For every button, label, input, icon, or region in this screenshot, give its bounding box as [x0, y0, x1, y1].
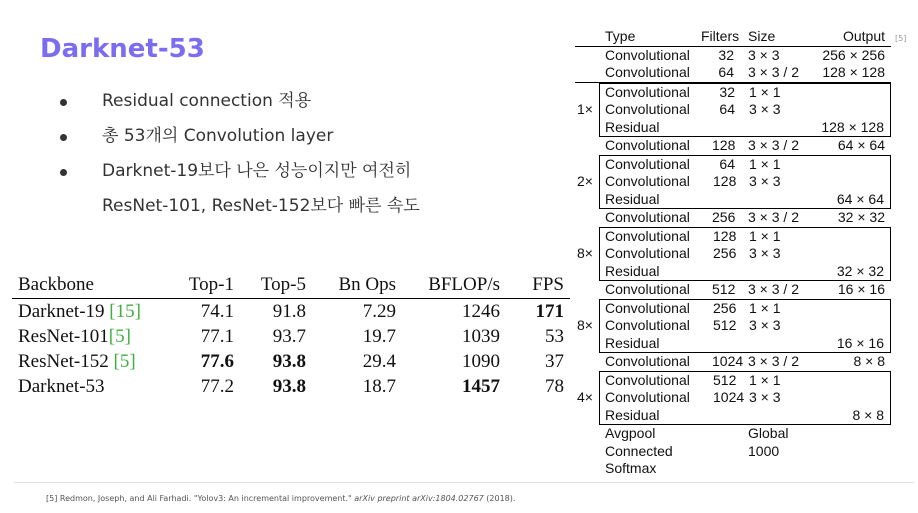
layer-type: Convolutional	[605, 299, 690, 316]
column-header: Top-1	[188, 274, 234, 295]
layer-output: 16 × 16	[836, 334, 884, 351]
layer-size: Global	[748, 425, 789, 441]
backbone-label: ResNet-101	[18, 325, 109, 347]
bnops-cell: 29.4	[362, 350, 396, 372]
top5-cell: 93.7	[272, 325, 306, 347]
architecture-row	[575, 64, 891, 83]
layer-type: Residual	[605, 334, 660, 351]
backbone-comparison-table	[12, 272, 570, 399]
residual-block	[577, 83, 891, 138]
architecture-row	[600, 156, 890, 174]
fps-cell: 53	[545, 325, 564, 347]
citation-marker: [5]	[895, 34, 907, 43]
architecture-header-row	[575, 28, 891, 47]
layer-size: 3 × 3 / 2	[748, 353, 799, 369]
architecture-row	[575, 281, 891, 299]
darknet53-architecture-table	[575, 28, 891, 478]
layer-type: Softmax	[605, 460, 657, 476]
layer-type: Convolutional	[605, 281, 690, 297]
bullet-dot-icon	[60, 134, 67, 141]
reference-link[interactable]: [5]	[108, 325, 131, 347]
architecture-body	[575, 47, 891, 478]
column-header: Bn Ops	[338, 274, 396, 295]
layer-type: Convolutional	[605, 173, 690, 189]
slide-title: Darknet-53	[40, 34, 205, 64]
architecture-row	[600, 228, 890, 246]
table-header-row	[12, 272, 570, 299]
layer-size: 3 × 3	[749, 317, 781, 333]
architecture-row	[575, 47, 891, 65]
reference-link[interactable]: [15]	[109, 300, 141, 322]
footer-divider	[14, 482, 914, 483]
layer-size: 3 × 3	[749, 101, 781, 117]
repeat-count: 1×	[577, 101, 593, 117]
repeat-count: 2×	[577, 173, 593, 189]
residual-block	[577, 227, 891, 282]
table-row	[12, 299, 570, 325]
top1-cell: 74.1	[200, 300, 234, 322]
layer-output: 8 × 8	[853, 353, 885, 369]
fps-cell: 37	[545, 350, 564, 372]
layer-type: Convolutional	[605, 389, 690, 405]
bullet-text: 총 53개의 Convolution layer	[102, 126, 334, 146]
repeat-count: 8×	[577, 245, 593, 261]
layer-type: Convolutional	[605, 209, 690, 225]
layer-filters: 512	[713, 371, 737, 388]
bullet-dot-icon	[60, 99, 67, 106]
footnote-year: (2018).	[483, 494, 516, 503]
layer-type: Residual	[605, 190, 660, 207]
layer-filters: 1024	[712, 353, 744, 369]
layer-output: 32 × 32	[837, 209, 885, 225]
fps-cell: 171	[535, 300, 564, 322]
layer-size: 3 × 3 / 2	[748, 209, 799, 225]
backbone-name	[12, 374, 172, 399]
layer-type: Residual	[605, 118, 660, 135]
layer-size: 1 × 1	[749, 371, 781, 388]
layer-filters: 128	[713, 227, 737, 244]
bullet-text: Residual connection 적용	[102, 91, 312, 111]
layer-type: Convolutional	[605, 46, 690, 63]
layer-type: Connected	[605, 442, 673, 459]
layer-type: Convolutional	[605, 227, 690, 244]
top1-cell: 77.6	[200, 350, 234, 372]
layer-output: 64 × 64	[837, 137, 885, 153]
layer-type: Convolutional	[605, 317, 690, 333]
column-header: BFLOP/s	[428, 274, 500, 295]
backbone-label: ResNet-152	[18, 350, 114, 372]
backbone-label: Darknet-19	[18, 300, 110, 322]
architecture-row	[577, 317, 890, 335]
bflops-cell: 1457	[462, 375, 500, 397]
layer-size: 3 × 3 / 2	[748, 281, 799, 297]
layer-type: Residual	[605, 406, 660, 423]
layer-size: 1 × 1	[749, 299, 781, 316]
residual-block	[577, 371, 891, 426]
layer-filters: 128	[713, 173, 737, 189]
top1-cell: 77.1	[200, 325, 234, 347]
table-row	[12, 374, 570, 399]
layer-size: 1000	[748, 442, 780, 459]
column-header: Top-5	[260, 274, 306, 295]
bnops-cell: 7.29	[362, 300, 396, 322]
architecture-row	[600, 300, 890, 318]
layer-type: Residual	[605, 262, 660, 279]
architecture-row	[600, 84, 890, 102]
architecture-row	[600, 335, 890, 353]
layer-size: 3 × 3	[748, 46, 780, 63]
backbone-label: Darknet-53	[18, 375, 105, 397]
layer-type: Convolutional	[605, 155, 690, 172]
top1-cell: 77.2	[200, 375, 234, 397]
architecture-row	[577, 245, 890, 263]
column-header: Filters	[701, 28, 740, 44]
layer-output: 128 × 128	[822, 64, 885, 80]
bnops-cell: 18.7	[362, 375, 396, 397]
architecture-row	[600, 119, 890, 137]
bullet-list	[60, 84, 420, 224]
layer-filters: 64	[719, 155, 735, 172]
top5-cell: 91.8	[272, 300, 306, 322]
repeat-count: 8×	[577, 317, 593, 333]
layer-filters: 128	[712, 137, 736, 153]
footnote	[46, 494, 515, 503]
bnops-cell: 19.7	[362, 325, 396, 347]
footnote-journal: arXiv preprint arXiv:1804.02767	[354, 494, 484, 503]
architecture-row	[600, 407, 890, 425]
architecture-row	[575, 353, 891, 371]
architecture-row	[575, 137, 891, 155]
layer-filters: 256	[712, 209, 736, 225]
table-row	[12, 349, 570, 374]
reference-link[interactable]: [5]	[113, 350, 136, 372]
layer-type: Convolutional	[605, 371, 690, 388]
layer-output: 8 × 8	[852, 406, 884, 423]
architecture-row	[575, 209, 891, 227]
layer-size: 3 × 3	[749, 173, 781, 189]
repeat-count: 4×	[577, 389, 593, 405]
footnote-text: [5] Redmon, Joseph, and Ali Farhadi. "Yolov3: An incremental improvement."	[46, 494, 355, 503]
bullet-text: Darknet-19보다 나은 성능이지만 여전히	[102, 161, 412, 181]
backbone-name	[12, 299, 172, 325]
bullet-continuation	[60, 189, 420, 224]
layer-filters: 512	[713, 317, 737, 333]
architecture-row	[575, 443, 891, 461]
layer-filters: 256	[713, 299, 737, 316]
layer-type: Convolutional	[605, 245, 690, 261]
layer-type: Convolutional	[605, 137, 690, 153]
layer-size: 3 × 3 / 2	[748, 64, 799, 80]
architecture-row	[600, 263, 890, 281]
bullet-item	[60, 84, 420, 119]
layer-type: Convolutional	[605, 353, 690, 369]
table-row	[12, 324, 570, 349]
architecture-row	[600, 372, 890, 390]
column-header: Size	[748, 28, 776, 44]
layer-type: Convolutional	[605, 101, 690, 117]
architecture-row	[600, 191, 890, 209]
layer-size: 3 × 3	[749, 245, 781, 261]
top5-cell: 93.8	[272, 350, 306, 372]
column-header: Output	[842, 28, 885, 44]
layer-filters: 256	[713, 245, 737, 261]
layer-output: 256 × 256	[822, 46, 885, 63]
layer-size: 1 × 1	[749, 227, 781, 244]
layer-output: 128 × 128	[821, 118, 884, 135]
architecture-row	[575, 425, 891, 443]
bullet-item	[60, 154, 420, 189]
layer-filters: 32	[718, 46, 734, 63]
layer-size: 1 × 1	[749, 155, 781, 172]
layer-type: Convolutional	[605, 64, 690, 80]
layer-filters: 64	[719, 101, 735, 117]
layer-size: 3 × 3	[749, 389, 781, 405]
column-header: Type	[605, 28, 636, 44]
bflops-cell: 1246	[462, 300, 500, 322]
architecture-row	[577, 173, 890, 191]
layer-output: 32 × 32	[836, 262, 884, 279]
layer-filters: 64	[718, 64, 734, 80]
bflops-cell: 1039	[462, 325, 500, 347]
residual-block	[577, 155, 891, 210]
bullet-dot-icon	[60, 169, 67, 176]
layer-output: 64 × 64	[836, 190, 884, 207]
residual-block	[577, 299, 891, 354]
backbone-name	[12, 324, 172, 349]
architecture-row	[575, 460, 891, 478]
layer-filters: 1024	[713, 389, 745, 405]
column-header: FPS	[532, 274, 564, 295]
layer-size: 1 × 1	[749, 83, 781, 100]
layer-filters: 32	[719, 83, 735, 100]
bullet-item	[60, 119, 420, 154]
fps-cell: 78	[545, 375, 564, 397]
bflops-cell: 1090	[462, 350, 500, 372]
layer-filters: 512	[712, 281, 736, 297]
architecture-row	[577, 101, 890, 119]
backbone-name	[12, 349, 172, 374]
architecture-row	[577, 389, 890, 407]
layer-output: 16 × 16	[837, 281, 885, 297]
layer-size: 3 × 3 / 2	[748, 137, 799, 153]
layer-type: Convolutional	[605, 83, 690, 100]
bullet-text: ResNet-101, ResNet-152보다 빠른 속도	[102, 196, 420, 216]
top5-cell: 93.8	[272, 375, 306, 397]
column-header: Backbone	[18, 274, 94, 295]
layer-type: Avgpool	[605, 425, 656, 441]
